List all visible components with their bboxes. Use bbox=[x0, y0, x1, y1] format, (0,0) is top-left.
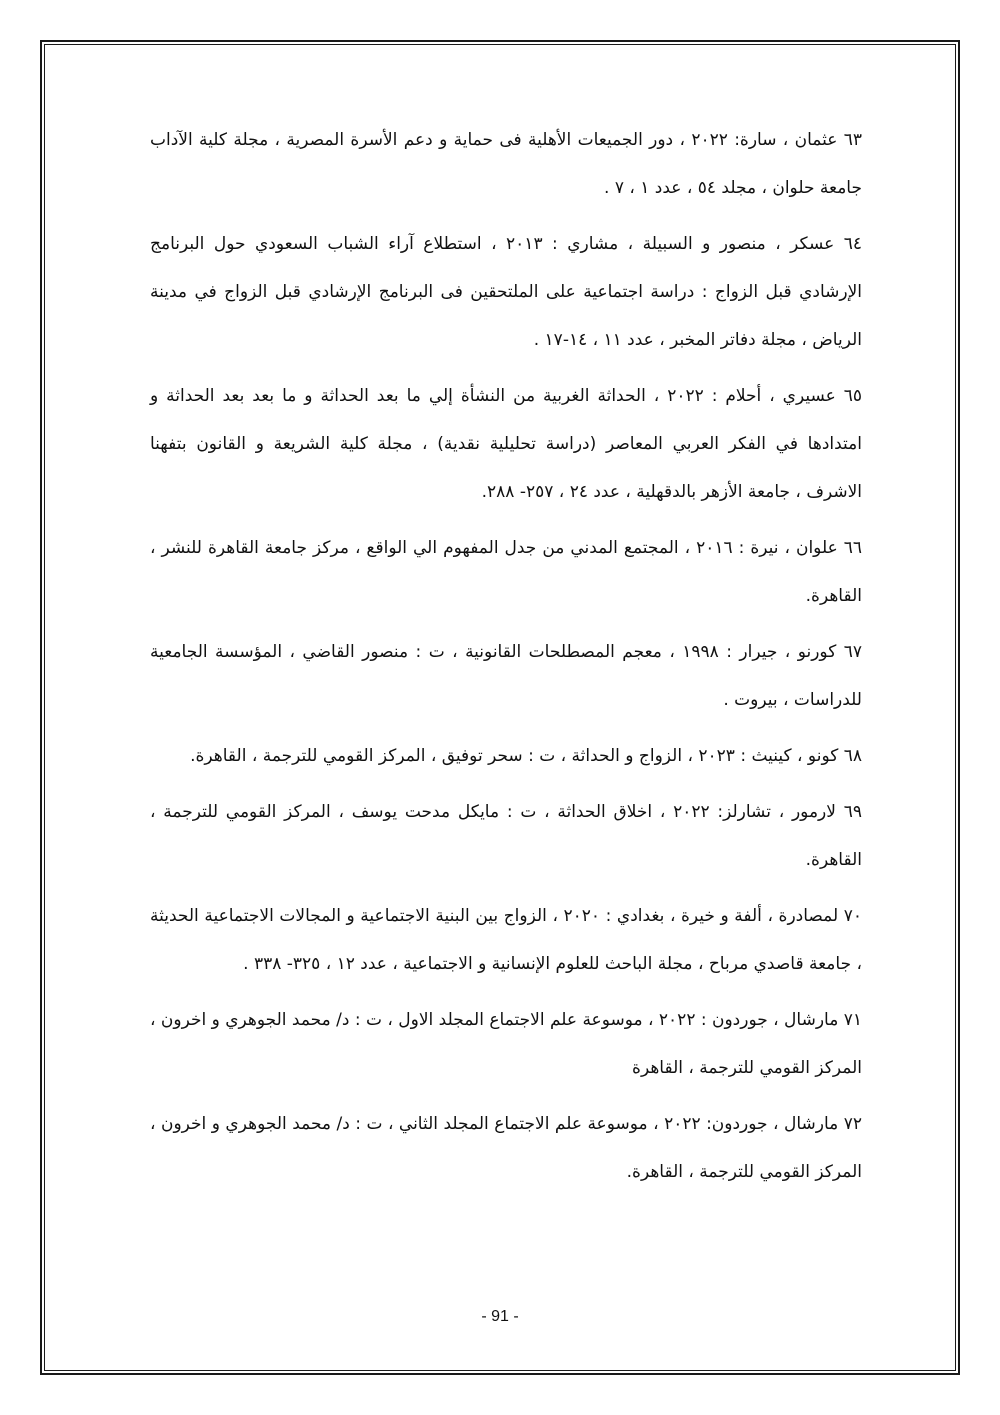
reference-entry-72: ٧٢ مارشال ، جوردون: ٢٠٢٢ ، موسوعة علم الاجتماع المجلد الثاني ، ت : د/ محمد الجوهري و اخرون ، المركز القومي للترجمة ، القاهرة. bbox=[150, 1114, 862, 1182]
reference-list bbox=[150, 116, 862, 1204]
reference-entry-66: ٦٦ علوان ، نيرة : ٢٠١٦ ، المجتمع المدني من جدل المفهوم الي الواقع ، مركز جامعة القاهرة للنشر ، القاهرة. bbox=[150, 538, 862, 606]
reference-entry-65: ٦٥ عسيري ، أحلام : ٢٠٢٢ ، الحداثة الغربية من النشأة إلي ما بعد الحداثة و ما بعد بعد الحداثة و امتدادها في الفكر العربي المعاصر (دراسة تحليلية نقدية) ، مجلة كلية الشريعة و القانون بتفهنا الاشرف ، جامعة الأزهر بالدقهلية ، عدد ٢٤ ، ٢٥٧- ٢٨٨. bbox=[150, 386, 862, 502]
page-number: - 91 - bbox=[481, 1308, 519, 1325]
reference-entry-63: ٦٣ عثمان ، سارة: ٢٠٢٢ ، دور الجميعات الأهلية فى حماية و دعم الأسرة المصرية ، مجلة كلية الآداب جامعة حلوان ، مجلد ٥٤ ، عدد ١ ، ٧ . bbox=[150, 130, 863, 198]
reference-entry-70: ٧٠ لمصادرة ، ألفة و خيرة ، بغدادي : ٢٠٢٠ ، الزواج بين البنية الاجتماعية و المجالات الاجتماعية الحديثة ، جامعة قاصدي مرباح ، مجلة الباحث للعلوم الإنسانية و الاجتماعية ، عدد ١٢ ، ٣٢٥- ٣٣٨ . bbox=[150, 906, 862, 974]
reference-entry-68: ٦٨ كونو ، كينيث : ٢٠٢٣ ، الزواج و الحداثة ، ت : سحر توفيق ، المركز القومي للترجمة ، القاهرة. bbox=[190, 746, 862, 766]
reference-entry-67: ٦٧ كورنو ، جيرار : ١٩٩٨ ، معجم المصطلحات القانونية ، ت : منصور القاضي ، المؤسسة الجامعية للدراسات ، بيروت . bbox=[150, 642, 862, 710]
reference-entry-69: ٦٩ لارمور ، تشارلز: ٢٠٢٢ ، اخلاق الحداثة ، ت : مايكل مدحت يوسف ، المركز القومي للترجمة ، القاهرة. bbox=[150, 802, 862, 870]
reference-entry-64: ٦٤ عسكر ، منصور و السبيلة ، مشاري : ٢٠١٣ ، استطلاع آراء الشباب السعودي حول البرنامج الإرشادي قبل الزواج : دراسة اجتماعية على الملتحقين فى البرنامج الإرشادي قبل الزواج في مدينة الرياض ، مجلة دفاتر المخبر ، عدد ١١ ، ١٤-١٧ . bbox=[150, 234, 862, 350]
reference-entry-71: ٧١ مارشال ، جوردون : ٢٠٢٢ ، موسوعة علم الاجتماع المجلد الاول ، ت : د/ محمد الجوهري و اخرون ، المركز القومي للترجمة ، القاهرة bbox=[150, 1010, 862, 1078]
